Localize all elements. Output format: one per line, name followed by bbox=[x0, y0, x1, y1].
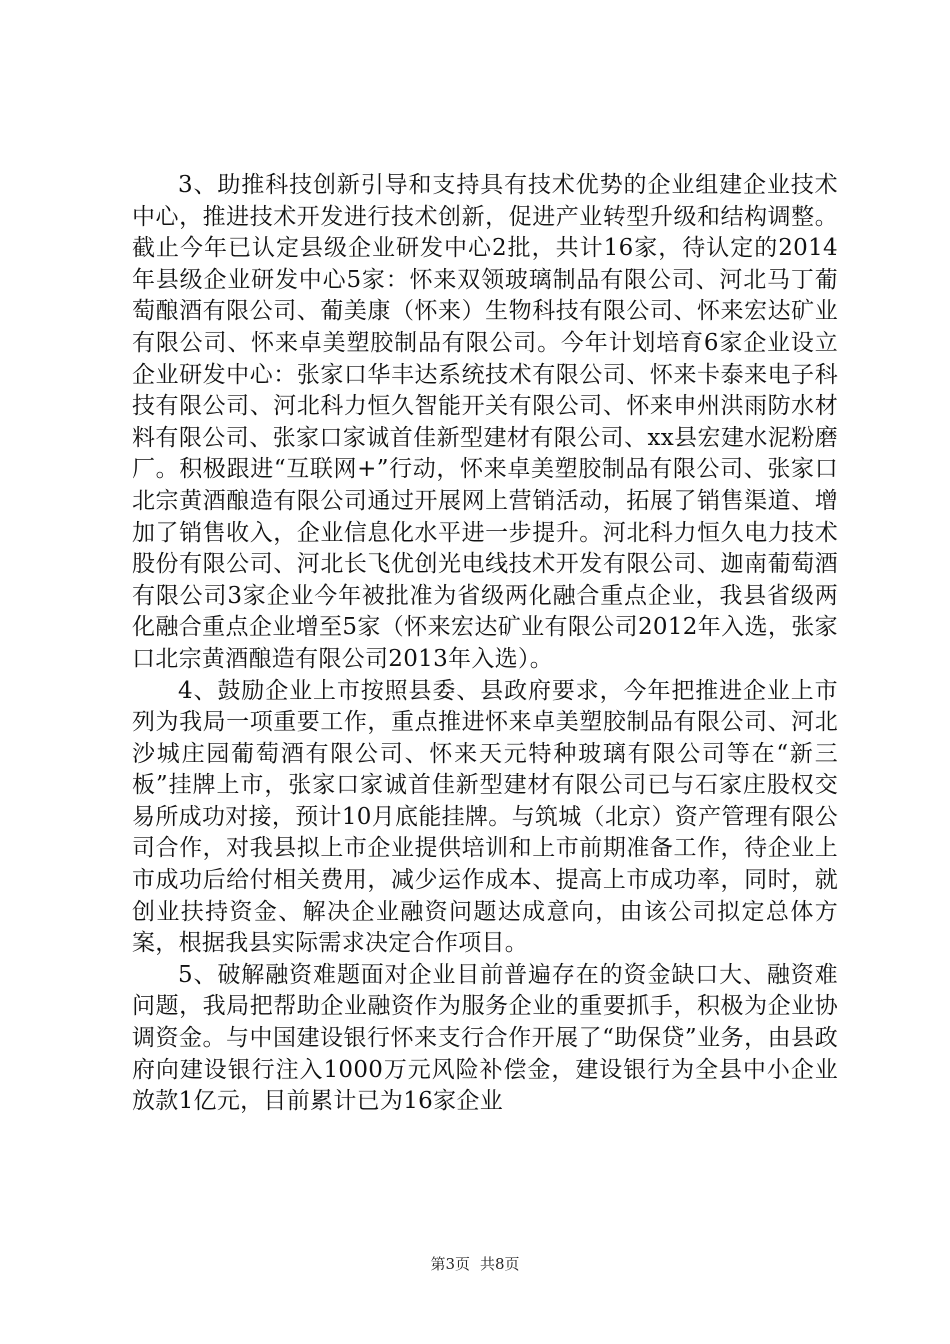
page-number: 第3页 bbox=[430, 1255, 470, 1273]
paragraph-listing: 4、鼓励企业上市按照县委、县政府要求，今年把推进企业上市列为我局一项重要工作，重点推进怀来卓美塑胶制品有限公司、河北沙城庄园葡萄酒有限公司、怀来天元特种玻璃有限公司等在“新三板”挂牌上市，张家口家诚首佳新型建材有限公司已与石家庄股权交易所成功对接，预计10月底能挂牌。与筑城（北京）资产管理有限公司合作，对我县拟上市企业提供培训和上市前期准备工作，待企业上市成功后给付相关费用，减少运作成本、提高上市成功率，同时，就创业扶持资金、解决企业融资问题达成意向，由该公司拟定总体方案，根据我县实际需求决定合作项目。 bbox=[132, 677, 838, 957]
page-total: 共8页 bbox=[480, 1255, 520, 1273]
page-footer bbox=[0, 1254, 950, 1274]
document-body bbox=[132, 170, 838, 1118]
paragraph-tech-innovation: 3、助推科技创新引导和支持具有技术优势的企业组建企业技术中心，推进技术开发进行技术创新，促进产业转型升级和结构调整。截止今年已认定县级企业研发中心2批，共计16家，待认定的2014年县级企业研发中心5家：怀来双领玻璃制品有限公司、河北马丁葡萄酿酒有限公司、葡美康（怀来）生物科技有限公司、怀来宏达矿业有限公司、怀来卓美塑胶制品有限公司。今年计划培育6家企业设立企业研发中心：张家口华丰达系统技术有限公司、怀来卡泰来电子科技有限公司、河北科力恒久智能开关有限公司、怀来申州洪雨防水材料有限公司、张家口家诚首佳新型建材有限公司、xx县宏建水泥粉磨厂。积极跟进“互联网+”行动，怀来卓美塑胶制品有限公司、张家口北宗黄酒酿造有限公司通过开展网上营销活动，拓展了销售渠道、增加了销售收入，企业信息化水平进一步提升。河北科力恒久电力技术股份有限公司、河北长飞优创光电线技术开发有限公司、迦南葡萄酒有限公司3家企业今年被批准为省级两化融合重点企业，我县省级两化融合重点企业增至5家（怀来宏达矿业有限公司2012年入选，张家口北宗黄酒酿造有限公司2013年入选）。 bbox=[132, 172, 838, 672]
paragraph-financing: 5、破解融资难题面对企业目前普遍存在的资金缺口大、融资难问题，我局把帮助企业融资作为服务企业的重要抓手，积极为企业协调资金。与中国建设银行怀来支行合作开展了“助保贷”业务，由县政府向建设银行注入1000万元风险补偿金，建设银行为全县中小企业放款1亿元，目前累计已为16家企业 bbox=[132, 961, 838, 1115]
